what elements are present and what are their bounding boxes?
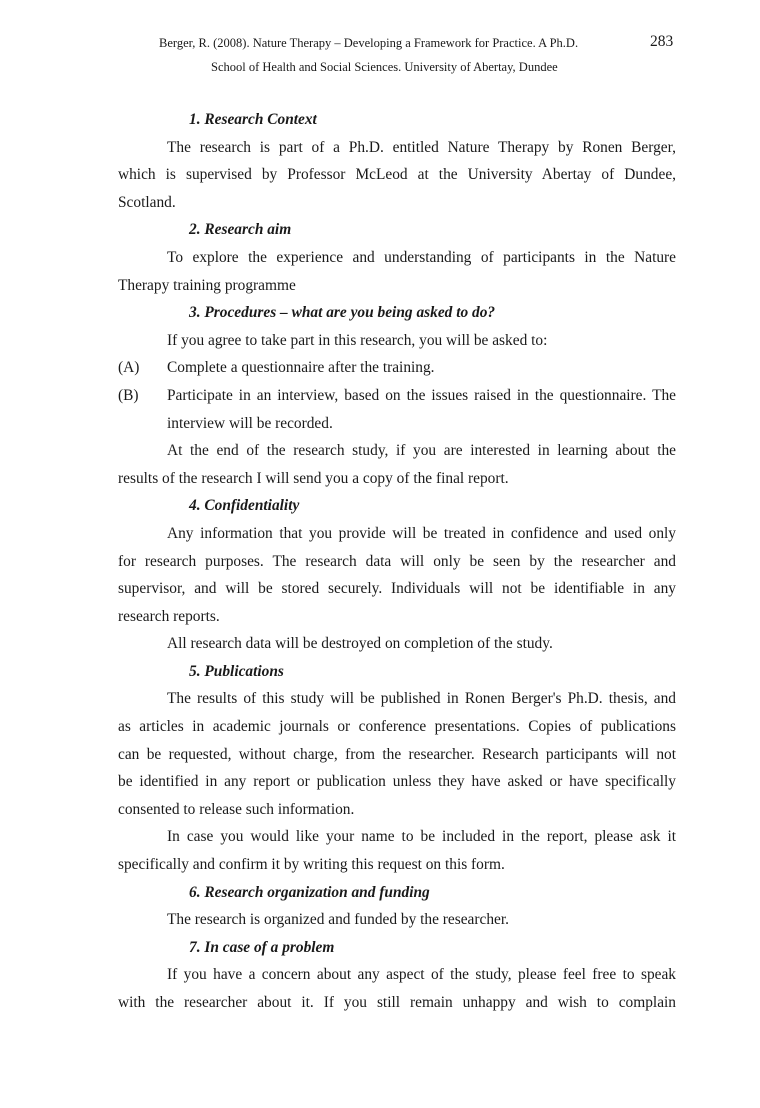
section-heading-confidentiality: 4. Confidentiality xyxy=(189,497,300,515)
paragraph-line: be identified in any report or publication unless they have asked or have specifically xyxy=(118,773,676,791)
paragraph-line: If you have a concern about any aspect of the study, please feel free to speak xyxy=(167,966,676,984)
paragraph-line: At the end of the research study, if you are interested in learning about the xyxy=(167,442,676,460)
paragraph-line: research reports. xyxy=(118,607,220,625)
section-heading-publications: 5. Publications xyxy=(189,662,284,680)
page-number: 283 xyxy=(650,33,674,50)
section-heading-in-case-of-problem: 7. In case of a problem xyxy=(189,938,335,956)
running-header-institution: School of Health and Social Sciences. University of Abertay, Dundee xyxy=(211,60,558,74)
list-label: (A) xyxy=(118,359,140,377)
list-text: Complete a questionnaire after the training. xyxy=(167,359,435,377)
paragraph-line: results of the research I will send you a copy of the final report. xyxy=(118,469,509,487)
paragraph-line: All research data will be destroyed on completion of the study. xyxy=(167,635,553,653)
paragraph-line: Therapy training programme xyxy=(118,276,296,294)
section-heading-research-aim: 2. Research aim xyxy=(189,221,292,239)
paragraph-line: specifically and confirm it by writing this request on this form. xyxy=(118,856,505,874)
paragraph-line: supervisor, and will be stored securely. Individuals will not be identifiable in any xyxy=(118,580,676,598)
paragraph-line: for research purposes. The research data will only be seen by the researcher and xyxy=(118,552,676,570)
paragraph-line: can be requested, without charge, from the researcher. Research participants will not xyxy=(118,745,676,763)
list-item-b xyxy=(118,382,676,410)
paragraph-line: as articles in academic journals or conference presentations. Copies of publications xyxy=(118,718,676,736)
section-heading-procedures: 3. Procedures – what are you being asked to do? xyxy=(189,304,496,322)
paragraph-line: To explore the experience and understanding of participants in the Nature xyxy=(167,248,676,266)
paragraph-line: The research is part of a Ph.D. entitled Nature Therapy by Ronen Berger, xyxy=(167,138,676,156)
paragraph-line: consented to release such information. xyxy=(118,800,355,818)
list-item-a xyxy=(118,354,676,382)
paragraph-line: Scotland. xyxy=(118,193,176,211)
list-text: Participate in an interview, based on the issues raised in the questionnaire. The xyxy=(167,386,676,404)
paragraph-line: In case you would like your name to be included in the report, please ask it xyxy=(167,828,676,846)
section-heading-research-context: 1. Research Context xyxy=(189,111,317,128)
paragraph-line: The research is organized and funded by the researcher. xyxy=(167,911,509,929)
paragraph-line: which is supervised by Professor McLeod at the University Abertay of Dundee, xyxy=(118,166,676,184)
running-header-citation: Berger, R. (2008). Nature Therapy – Developing a Framework for Practice. A Ph.D. xyxy=(159,36,579,50)
paragraph-line: Any information that you provide will be treated in confidence and used only xyxy=(167,524,676,542)
section-heading-organization-funding: 6. Research organization and funding xyxy=(189,883,430,901)
list-label: (B) xyxy=(118,386,139,404)
body-text xyxy=(118,106,676,1017)
paragraph-line: The results of this study will be published in Ronen Berger's Ph.D. thesis, and xyxy=(167,690,676,708)
list-text-continued: interview will be recorded. xyxy=(167,414,333,432)
paragraph-line: If you agree to take part in this research, you will be asked to: xyxy=(167,331,548,349)
paragraph-line: with the researcher about it. If you still remain unhappy and wish to complain xyxy=(118,994,676,1011)
